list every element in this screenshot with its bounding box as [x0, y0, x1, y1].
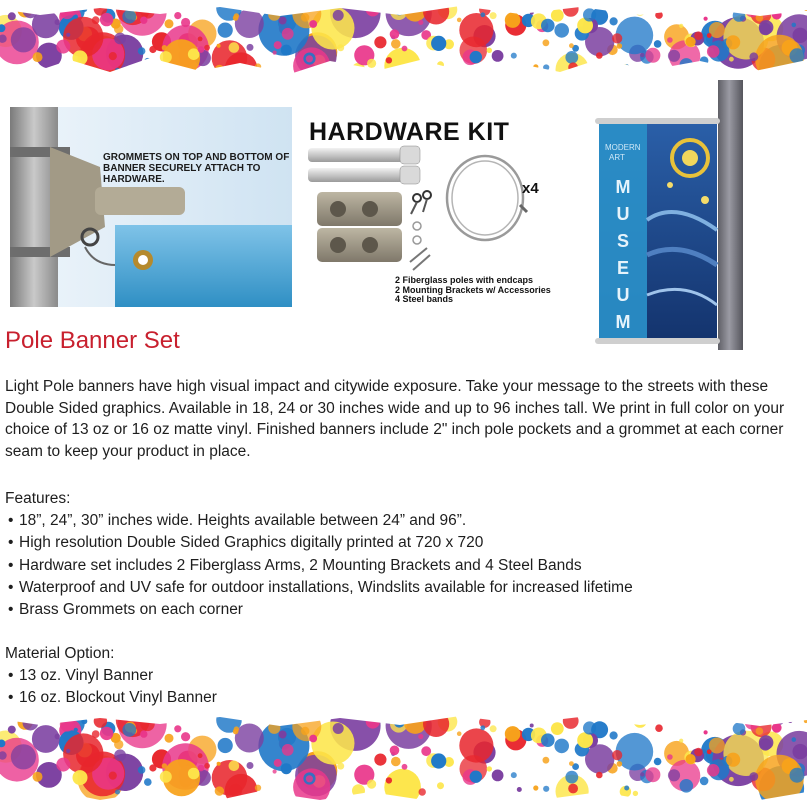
hardware-kit-list [395, 276, 551, 305]
features-section [5, 488, 633, 621]
bottom-paint-splash-band [0, 712, 807, 807]
feature-item: • Waterproof and UV safe for outdoor installations, Windslits available for increased lifetime [5, 577, 633, 599]
material-item: • 16 oz. Blockout Vinyl Banner [5, 687, 217, 709]
paint-splash-art [0, 712, 807, 807]
pole-banner-sample [585, 80, 760, 350]
banner-letter: M [615, 177, 631, 197]
material-list [5, 665, 217, 709]
banner-letter: U [616, 285, 630, 305]
material-heading: Material Option: [5, 645, 115, 662]
product-description: Light Pole banners have high visual impact and citywide exposure. Take your message to the streets with these Double Sided graphics. Available in 18, 24 or 30 inches wide and up to 96 inches tall. We print in full color on your choice of 13 oz or 16 oz matte vinyl. Finished banners include 2" inch pole pockets and a grommet at each corner seam to keep your product in place. [5, 378, 785, 460]
kit-item: 2 Fiberglass poles with endcaps [395, 275, 534, 285]
banner-letter: M [615, 312, 631, 332]
feature-item: • 18”, 24”, 30” inches wide. Heights available between 24” and 96”. [5, 510, 633, 532]
material-section [5, 643, 217, 710]
steel-band-quantity: x4 [522, 180, 539, 197]
banner-subtitle: MODERN [605, 143, 641, 152]
features-heading: Features: [5, 490, 71, 507]
feature-item: • Brass Grommets on each corner [5, 599, 633, 621]
feature-item: • High resolution Double Sided Graphics digitally printed at 720 x 720 [5, 532, 633, 554]
feature-item: • Hardware set includes 2 Fiberglass Arms, 2 Mounting Brackets and 4 Steel Bands [5, 555, 633, 577]
banner-letter: U [616, 204, 630, 224]
features-list [5, 510, 633, 621]
grommet-closeup-photo [10, 107, 292, 307]
kit-item: 4 Steel bands [395, 294, 454, 305]
kit-item: 2 Mounting Brackets w/ Accessories [395, 284, 551, 295]
top-paint-splash-band [0, 0, 807, 92]
paint-splash-art [0, 0, 807, 92]
hardware-kit-illustration [305, 140, 560, 280]
grommet-caption: GROMMETS ON TOP AND BOTTOM OF BANNER SECURELY ATTACH TO HARDWARE. [103, 152, 290, 185]
material-item: • 13 oz. Vinyl Banner [5, 665, 217, 687]
product-title: Pole Banner Set [5, 327, 180, 354]
hardware-kit-title: HARDWARE KIT [309, 118, 510, 146]
banner-letter: S [616, 231, 630, 251]
banner-letter: E [616, 258, 630, 278]
banner-subtitle: ART [609, 153, 625, 162]
